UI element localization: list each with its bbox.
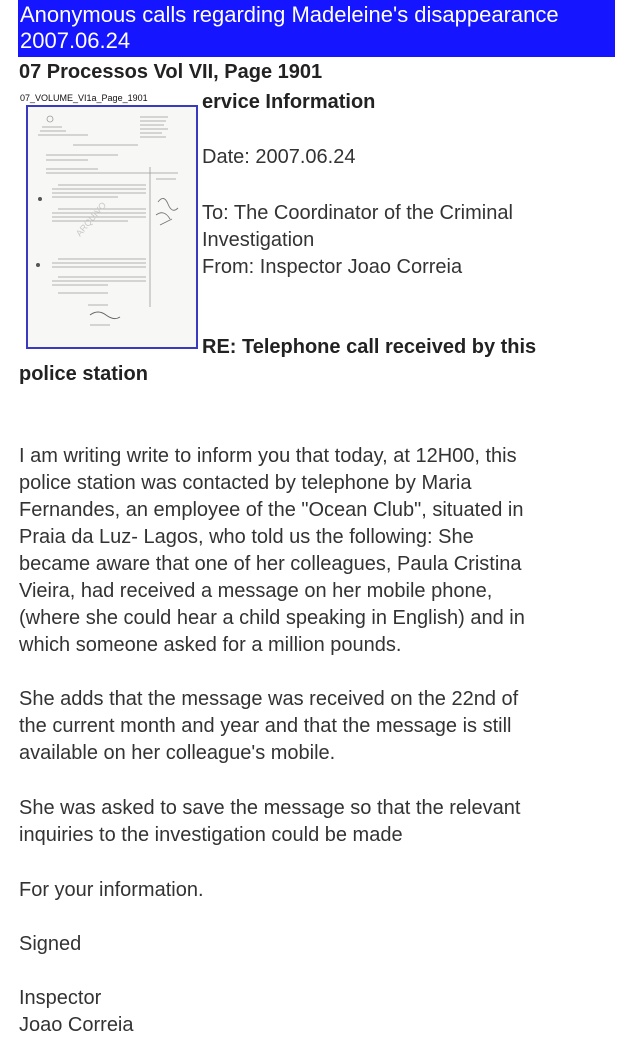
body-line: police station was contacted by telephone by Maria — [19, 472, 472, 494]
memo-heading: ervice Information — [202, 91, 376, 113]
signatory-title: Inspector — [19, 987, 102, 1009]
body-line: became aware that one of her colleagues, Paula Cristina — [19, 553, 522, 575]
thumbnail-caption: 07_VOLUME_VI1a_Page_1901 — [20, 93, 148, 103]
body-line: Vieira, had received a message on her mobile phone, — [19, 580, 493, 602]
body-line: which someone asked for a million pounds. — [19, 634, 402, 656]
body-line: the current month and year and that the message is still — [19, 715, 512, 737]
body-paragraph-4: For your information. — [19, 879, 204, 901]
memo-addressing — [202, 200, 513, 281]
page-title-banner — [18, 0, 615, 57]
page-title-line-1: Anonymous calls regarding Madeleine's disappearance — [20, 2, 559, 27]
body-paragraph-3 — [19, 795, 520, 849]
scanned-page-image — [28, 107, 196, 347]
body-line: available on her colleague's mobile. — [19, 742, 336, 764]
memo-subject: RE: Telephone call received by this — [202, 336, 537, 358]
page-title-line-2: 2007.06.24 — [20, 28, 131, 53]
signatory-name: Joao Correia — [19, 1014, 134, 1036]
body-line: (where she could hear a child speaking in English) and in — [19, 607, 525, 629]
signature-label: Signed — [19, 933, 82, 955]
body-line: I am writing write to inform you that today, at 12H00, this — [19, 445, 517, 467]
body-paragraph-1 — [19, 443, 525, 659]
document-subtitle: 07 Processos Vol VII, Page 1901 — [19, 61, 323, 83]
body-line: She was asked to save the message so that the relevant — [19, 797, 521, 819]
svg-text:ARQUIVO: ARQUIVO — [73, 200, 109, 239]
memo-date: Date: 2007.06.24 — [202, 146, 356, 168]
memo-to-line-1: To: The Coordinator of the Criminal — [202, 202, 513, 224]
body-line: She adds that the message was received on the 22nd of — [19, 688, 519, 710]
memo-from: From: Inspector Joao Correia — [202, 256, 463, 278]
body-line: inquiries to the investigation could be made — [19, 824, 403, 846]
body-line: Praia da Luz- Lagos, who told us the following: She — [19, 526, 474, 548]
document-scan-thumbnail[interactable] — [26, 105, 198, 349]
memo-subject-continued: police station — [19, 363, 148, 385]
memo-to-line-2: Investigation — [202, 229, 315, 251]
body-paragraph-2 — [19, 686, 518, 767]
body-line: Fernandes, an employee of the "Ocean Club", situated in — [19, 499, 524, 521]
